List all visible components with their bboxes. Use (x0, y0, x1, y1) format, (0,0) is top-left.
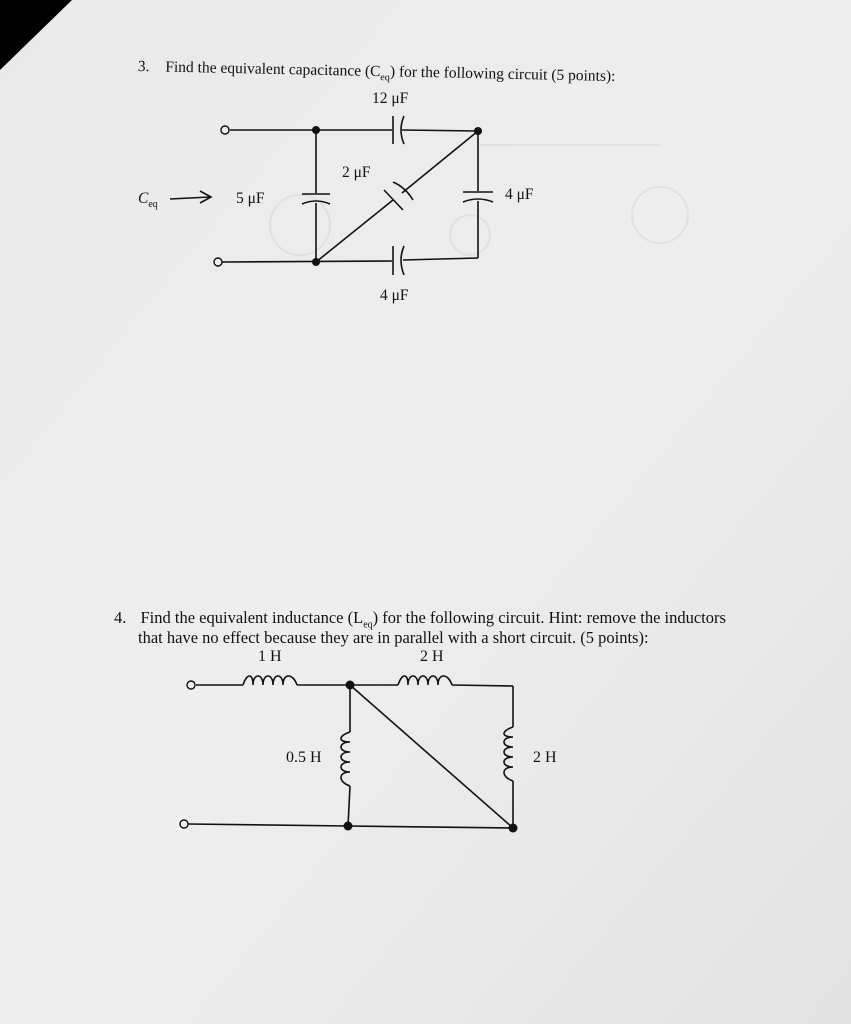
cap-2uf-label: 2 μF (342, 164, 371, 181)
ceq-letter: C (138, 190, 149, 207)
inductor-2h-right-label: 2 H (533, 749, 557, 766)
cap-5uf-label: 5 μF (236, 190, 265, 207)
problem-4-sub: eq (363, 619, 373, 631)
inductor-05h-label: 0.5 H (286, 749, 322, 766)
problem-3-text-end: ) for the following circuit (5 points): (389, 63, 616, 86)
cap-4uf-bottom-label: 4 μF (380, 287, 409, 304)
ceq-label (138, 190, 158, 210)
problem-4-statement (114, 608, 726, 630)
problem-4-line2: that have no effect because they are in parallel with a short circuit. (5 points): (138, 628, 649, 647)
cap-12uf-label: 12 μF (372, 90, 409, 107)
problem-4-number: 4. (114, 608, 127, 627)
problem-3-sub: eq (380, 72, 390, 84)
problem-4-line1: Find the equivalent inductance (L (140, 608, 364, 627)
problem-3-number: 3. (137, 58, 150, 76)
ceq-sub: eq (148, 199, 158, 211)
problem-4-line1-end: ) for the following circuit. Hint: remove the inductors (372, 608, 726, 627)
inductor-1h-label: 1 H (258, 648, 282, 665)
cap-4uf-right-label: 4 μF (505, 186, 534, 203)
inductor-2h-top-label: 2 H (420, 648, 444, 665)
problem-3-text: Find the equivalent capacitance (C (165, 58, 381, 81)
